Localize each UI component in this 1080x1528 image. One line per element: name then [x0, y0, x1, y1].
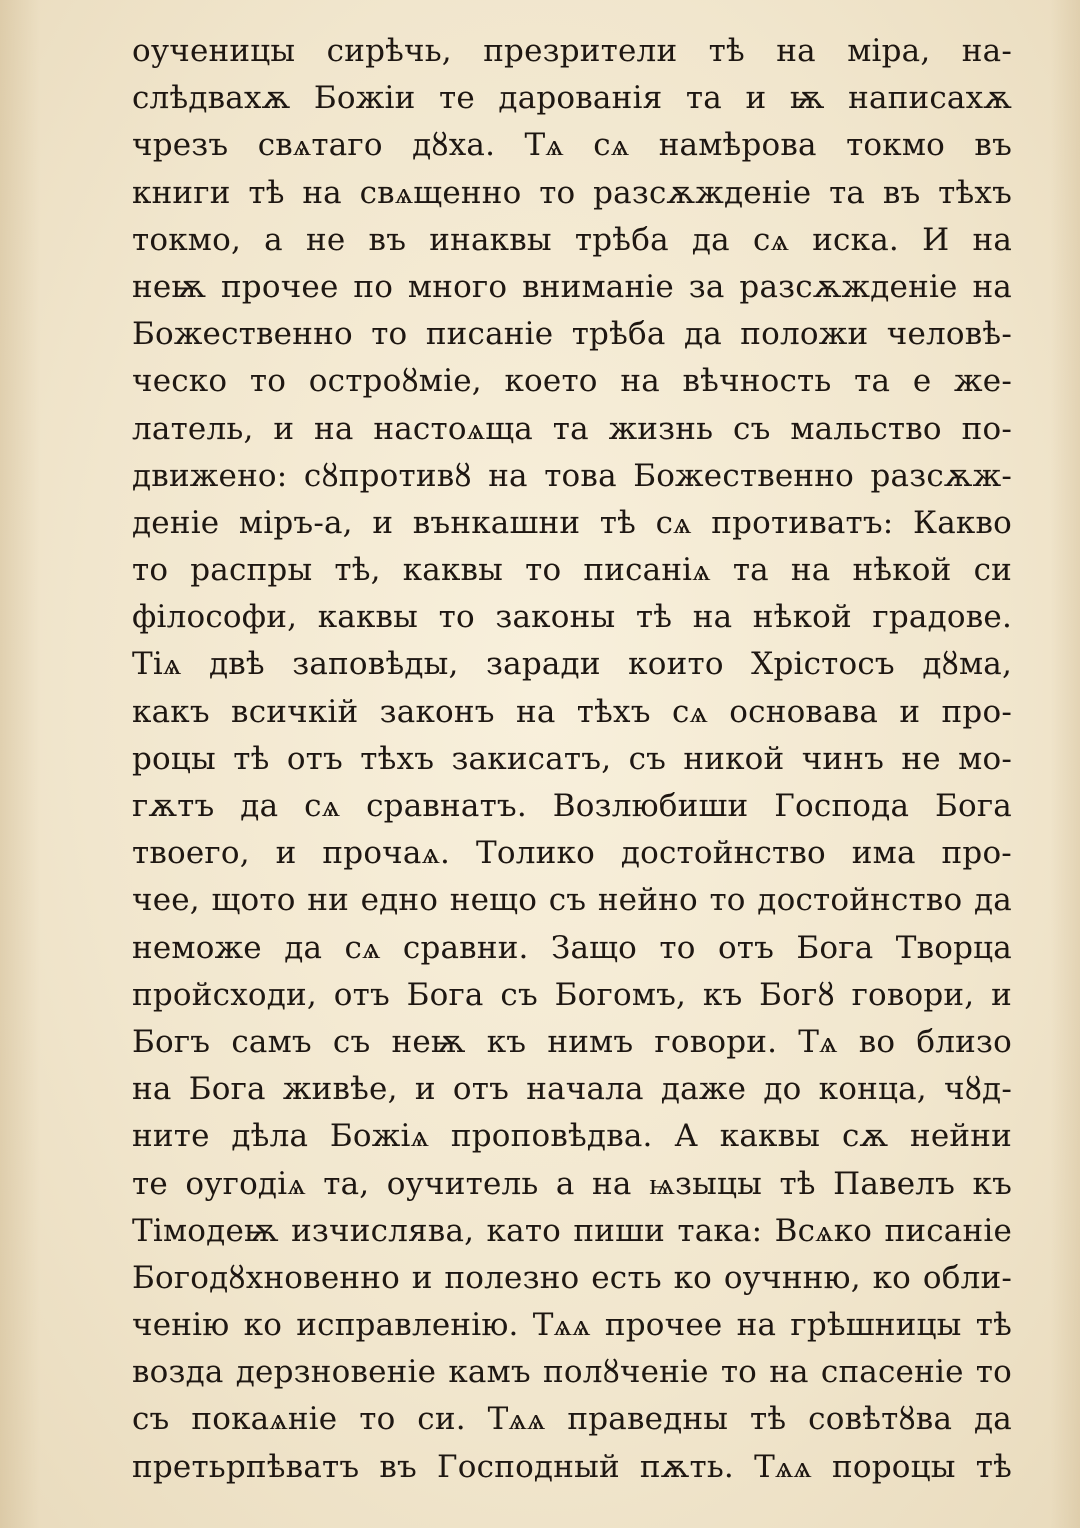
text-line-19: чее, щото ни едно нещо съ нейно то достойнство да	[132, 882, 1012, 919]
text-line-14: Тіѧ двѣ заповѣды, заради които Хрістосъ дȣма,	[132, 646, 1012, 683]
text-line-30: съ покаѧніе то си. Тѧѧ праведны тѣ совѣтȣва да	[132, 1401, 1012, 1438]
text-line-27: Богодȣхновенно и полезно есть ко оучнню, ко обли-	[132, 1259, 1012, 1296]
text-line-16: роцы тѣ отъ тѣхъ закисатъ, съ никой чинъ не мо-	[132, 740, 1012, 777]
text-line-11: деніе міръ-а, и вънкашни тѣ сѧ противатъ: Какво	[132, 504, 1012, 541]
text-line-6: неѭ прочее по много вниманіе за разсѫжденіе на	[132, 268, 1012, 305]
text-line-25: те оугодіѧ та, оучитель а на ѩзыцы тѣ Павелъ къ	[132, 1165, 1012, 1202]
page-edge-shadow-right	[1050, 0, 1080, 1528]
text-line-22: Богъ самъ съ неѭ къ нимъ говори. Тѧ во близо	[132, 1023, 1012, 1060]
text-line-17: гѫтъ да сѧ сравнатъ. Возлюбиши Господа Бога	[132, 788, 1012, 824]
text-line-9: латель, и на настоѧща та жизнь съ мальство по-	[132, 410, 1012, 447]
text-line-24: ните дѣла Божіѧ проповѣдва. А каквы сѫ нейни	[132, 1118, 1012, 1155]
text-line-7: Божественно то писаніе трѣба да положи человѣ-	[132, 316, 1012, 353]
page-edge-shadow-left	[0, 0, 40, 1528]
text-line-5: токмо, а не въ инаквы трѣба да сѧ иска. И на	[132, 221, 1012, 258]
text-line-29: возда дерзновеніе камъ полȣченіе то на спасеніе то	[132, 1354, 1012, 1391]
text-line-13: філософи, каквы то законы тѣ на нѣкой градове.	[132, 599, 1012, 636]
text-line-4: книги тѣ на свѧщенно то разсѫжденіе та въ тѣхъ	[132, 174, 1012, 211]
text-line-1: оученицы сирѣчь, презрители тѣ на міра, на-	[132, 33, 1012, 69]
text-line-2: слѣдвахѫ Божіи те дарованія та и ѭ написахѫ	[132, 80, 1012, 117]
text-line-31: претьрпѣватъ въ Господный пѫть. Тѧѧ пороцы тѣ	[132, 1448, 1012, 1485]
text-line-15: какъ всичкій законъ на тѣхъ сѧ основава и про-	[132, 693, 1012, 730]
text-line-26: Тімодеѭ изчислява, като пиши така: Всѧко писаніе	[132, 1212, 1012, 1249]
text-line-20: неможе да сѧ сравни. Защо то отъ Бога Творца	[132, 929, 1012, 966]
text-line-8: ческо то остроȣміе, което на вѣчность та е же-	[132, 363, 1012, 400]
text-line-3: чрезъ свѧтаго дȣха. Тѧ сѧ намѣрова токмо въ	[132, 127, 1012, 164]
text-line-18: твоего, и прочаѧ. Толико достойнство има про-	[132, 835, 1012, 872]
text-line-12: то распры тѣ, каквы то писаніѧ та на нѣкой си	[132, 552, 1012, 589]
page-text	[132, 28, 1012, 1491]
text-line-10: движено: сȣпротивȣ на това Божественно разсѫж-	[132, 457, 1012, 494]
text-line-23: на Бога живѣе, и отъ начала даже до конца, чȣд-	[132, 1071, 1012, 1108]
text-line-28: ченію ко исправленію. Тѧѧ прочее на грѣшницы тѣ	[132, 1307, 1012, 1344]
text-line-21: пройсходи, отъ Бога съ Богомъ, къ Богȣ говори, и	[132, 976, 1012, 1013]
